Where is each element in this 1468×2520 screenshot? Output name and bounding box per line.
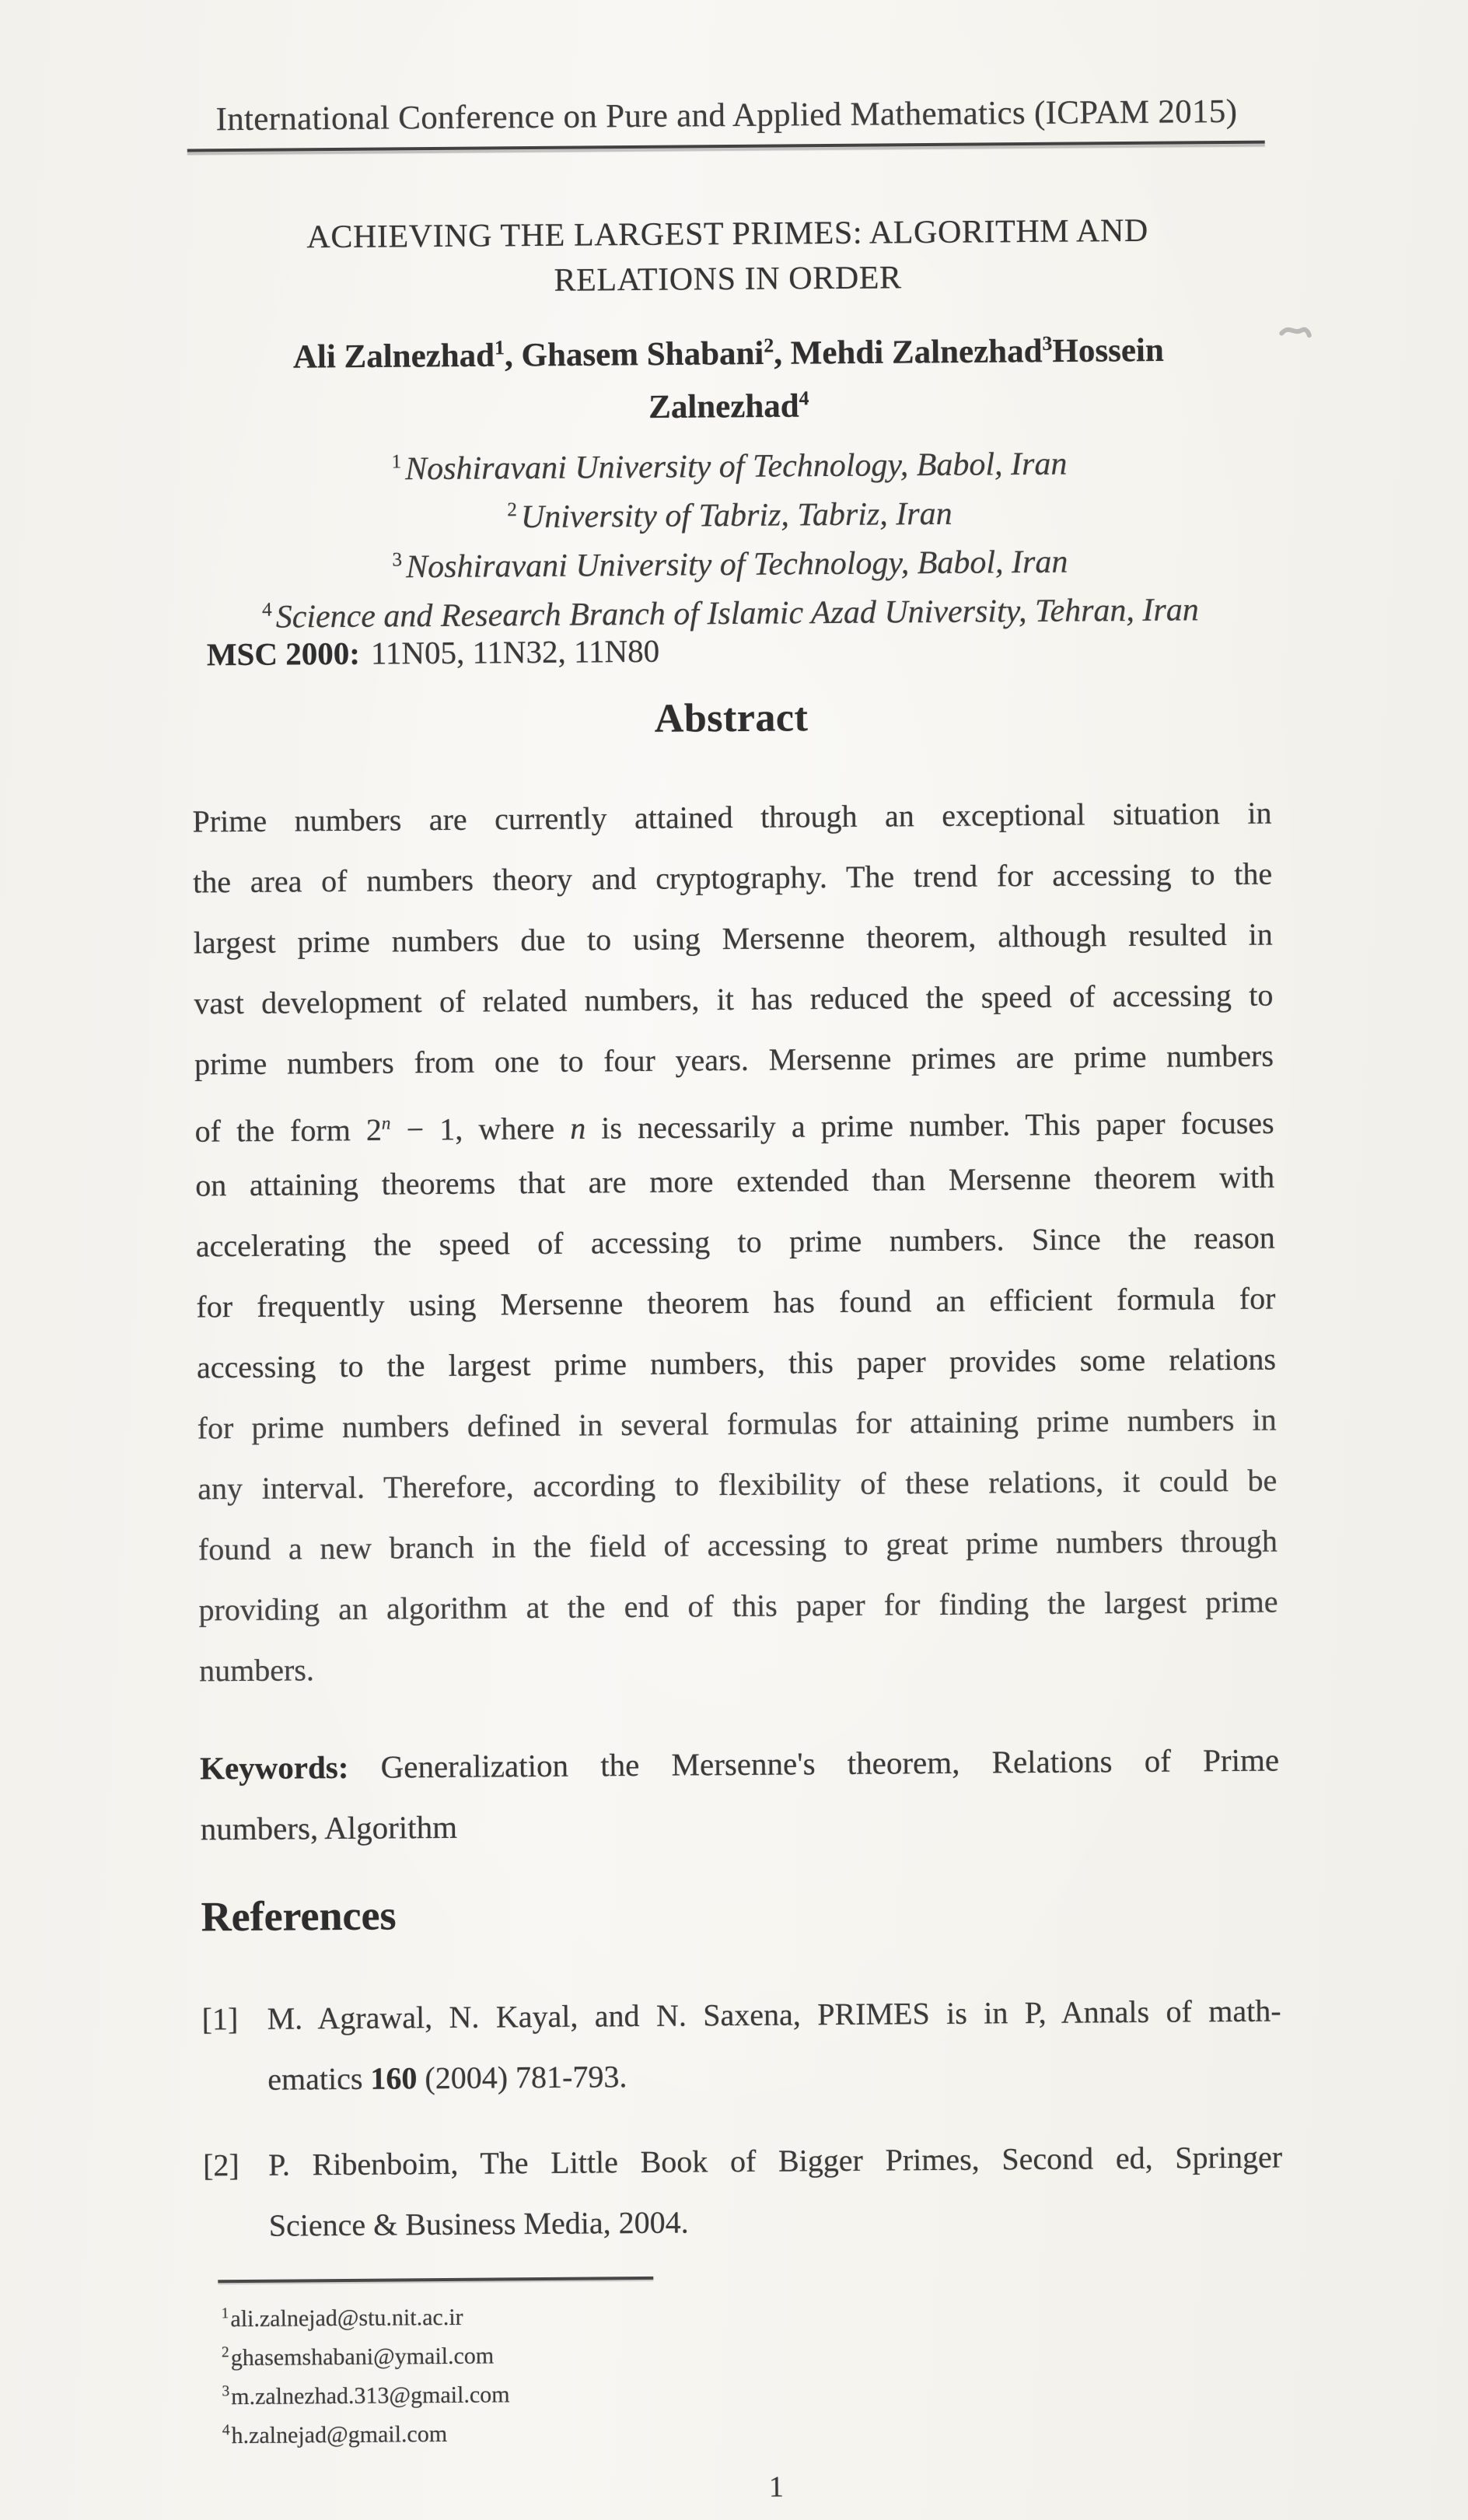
affiliation-mark: 1 xyxy=(391,451,402,473)
author-affiliation-mark: 2 xyxy=(764,334,774,357)
footnote-email: ali.zalnejad@stu.nit.ac.ir xyxy=(230,2304,463,2333)
footnote-1 xyxy=(221,2294,509,2336)
author-affiliation-mark: 4 xyxy=(799,387,809,410)
abstract-line: accelerating the speed of accessing to prime numbers. Since the reason xyxy=(195,1220,1275,1264)
page-number: 1 xyxy=(768,2470,785,2504)
footnote-mark: 1 xyxy=(221,2305,229,2322)
reference-text: ematics xyxy=(267,2060,371,2097)
author-name: Zalnezhad xyxy=(648,387,799,426)
affiliation-4 xyxy=(189,582,1271,639)
reference-item-2 xyxy=(203,2124,1283,2259)
keywords-line-2: numbers, Algorithm xyxy=(200,1808,458,1847)
abstract-last-line: numbers. xyxy=(198,1652,315,1689)
affiliation-3 xyxy=(189,533,1271,590)
reference-text: (2004) 781-793. xyxy=(417,2059,627,2096)
footnote-email: ghasemshabani@ymail.com xyxy=(230,2343,495,2371)
reference-line: Science & Business Media, 2004. xyxy=(268,2204,689,2243)
paper-title-line-1: ACHIEVING THE LARGEST PRIMES: ALGORITHM AND xyxy=(306,212,1149,256)
footnote-4 xyxy=(222,2411,510,2452)
abstract-line: any interval. Therefore, according to flexibility of these relations, it could be xyxy=(197,1462,1278,1507)
abstract-heading: Abstract xyxy=(654,695,809,741)
keywords-label: Keywords: xyxy=(199,1748,349,1787)
footnote-2 xyxy=(222,2333,509,2375)
affiliation-mark: 4 xyxy=(261,599,272,621)
reference-label: [1] xyxy=(201,2001,239,2037)
affiliation-mark: 2 xyxy=(507,499,517,521)
author-name: Hossein xyxy=(1052,331,1164,370)
msc-codes: 11N05, 11N32, 11N80 xyxy=(370,632,660,671)
authors-line-2 xyxy=(187,373,1270,434)
math-variable: n xyxy=(570,1110,586,1146)
abstract-line: providing an algorithm at the end of this paper for finding the largest prime xyxy=(198,1584,1278,1628)
footnotes xyxy=(221,2294,510,2452)
affiliation-1 xyxy=(188,435,1271,492)
author-name: , Mehdi Zalnezhad xyxy=(774,333,1043,372)
header-rule xyxy=(187,141,1265,152)
reference-item-1 xyxy=(201,1978,1281,2113)
affiliation-text: Science and Research Branch of Islamic Azad University, Tehran, Iran xyxy=(275,592,1199,635)
author-name: , Ghasem Shabani xyxy=(504,335,764,374)
affiliations xyxy=(188,435,1272,639)
authors xyxy=(187,320,1271,435)
abstract-line: on attaining theorems that are more extended than Mersenne theorem with xyxy=(195,1159,1275,1203)
abstract-line: prime numbers from one to four years. Mersenne primes are prime numbers xyxy=(194,1038,1274,1082)
running-header: International Conference on Pure and Applied Mathematics (ICPAM 2015) xyxy=(215,93,1238,138)
affiliation-mark: 3 xyxy=(392,549,403,571)
affiliation-text: Noshiravani University of Technology, Babol, Iran xyxy=(405,544,1068,586)
affiliation-text: University of Tabriz, Tabriz, Iran xyxy=(520,495,952,536)
footnote-3 xyxy=(222,2372,509,2413)
authors-line-1 xyxy=(187,320,1270,381)
abstract-line: found a new branch in the field of accessing to great prime numbers through xyxy=(197,1523,1278,1567)
reference-line: P. Ribenboim, The Little Book of Bigger Primes, Second ed, Springer xyxy=(267,2139,1283,2182)
pen-mark-artifact xyxy=(1278,318,1315,347)
abstract-line: for frequently using Mersenne theorem has found an efficient formula for xyxy=(196,1280,1276,1325)
keywords-text: Generalization the Mersenne's theorem, Relations of Prime xyxy=(380,1741,1280,1785)
abstract-text: is necessarily a prime number. This paper focuses xyxy=(585,1104,1274,1146)
footnote-mark: 4 xyxy=(222,2422,230,2439)
footnote-mark: 2 xyxy=(221,2344,229,2361)
paper-title xyxy=(186,208,1269,306)
abstract-line: largest prime numbers due to using Mersenne theorem, although resulted in xyxy=(193,916,1273,961)
paper-title-line-2: RELATIONS IN ORDER xyxy=(554,260,902,299)
references-heading: References xyxy=(201,1892,397,1941)
abstract-text: of the form 2 xyxy=(194,1111,383,1149)
keywords-block xyxy=(200,1729,1280,1860)
abstract-body xyxy=(192,783,1278,1702)
footnote-rule xyxy=(218,2277,653,2283)
author-name: Ali Zalnezhad xyxy=(292,337,495,376)
abstract-text: − 1, where xyxy=(390,1110,571,1147)
keywords-line-1 xyxy=(200,1729,1280,1798)
abstract-line: for prime numbers defined in several formulas for attaining prime numbers in xyxy=(197,1402,1277,1446)
msc-classification xyxy=(207,632,660,674)
reference-line: M. Agrawal, N. Kayal, and N. Saxena, PRIMES is in P, Annals of math- xyxy=(267,1993,1281,2036)
abstract-line: vast development of related numbers, it has reduced the speed of accessing to xyxy=(194,977,1274,1021)
author-affiliation-mark: 3 xyxy=(1042,331,1053,355)
abstract-line-math xyxy=(194,1087,1274,1156)
author-affiliation-mark: 1 xyxy=(494,336,505,359)
reference-volume: 160 xyxy=(370,2060,418,2096)
affiliation-text: Noshiravani University of Technology, Babol, Iran xyxy=(404,446,1068,488)
math-exponent: n xyxy=(381,1113,391,1134)
abstract-line: Prime numbers are currently attained through an exceptional situation in xyxy=(192,795,1272,839)
affiliation-2 xyxy=(188,484,1271,541)
reference-label: [2] xyxy=(202,2147,239,2183)
page-content xyxy=(184,0,1286,2520)
footnote-email: m.zalnezhad.313@gmail.com xyxy=(231,2382,510,2410)
footnote-email: h.zalnejad@gmail.com xyxy=(231,2420,448,2449)
abstract-line: accessing to the largest prime numbers, this paper provides some relations xyxy=(196,1341,1277,1385)
msc-label: MSC 2000: xyxy=(206,635,361,673)
reference-line xyxy=(267,2039,1282,2112)
abstract-line: the area of numbers theory and cryptography. The trend for accessing to the xyxy=(192,856,1273,900)
footnote-mark: 3 xyxy=(222,2383,230,2400)
